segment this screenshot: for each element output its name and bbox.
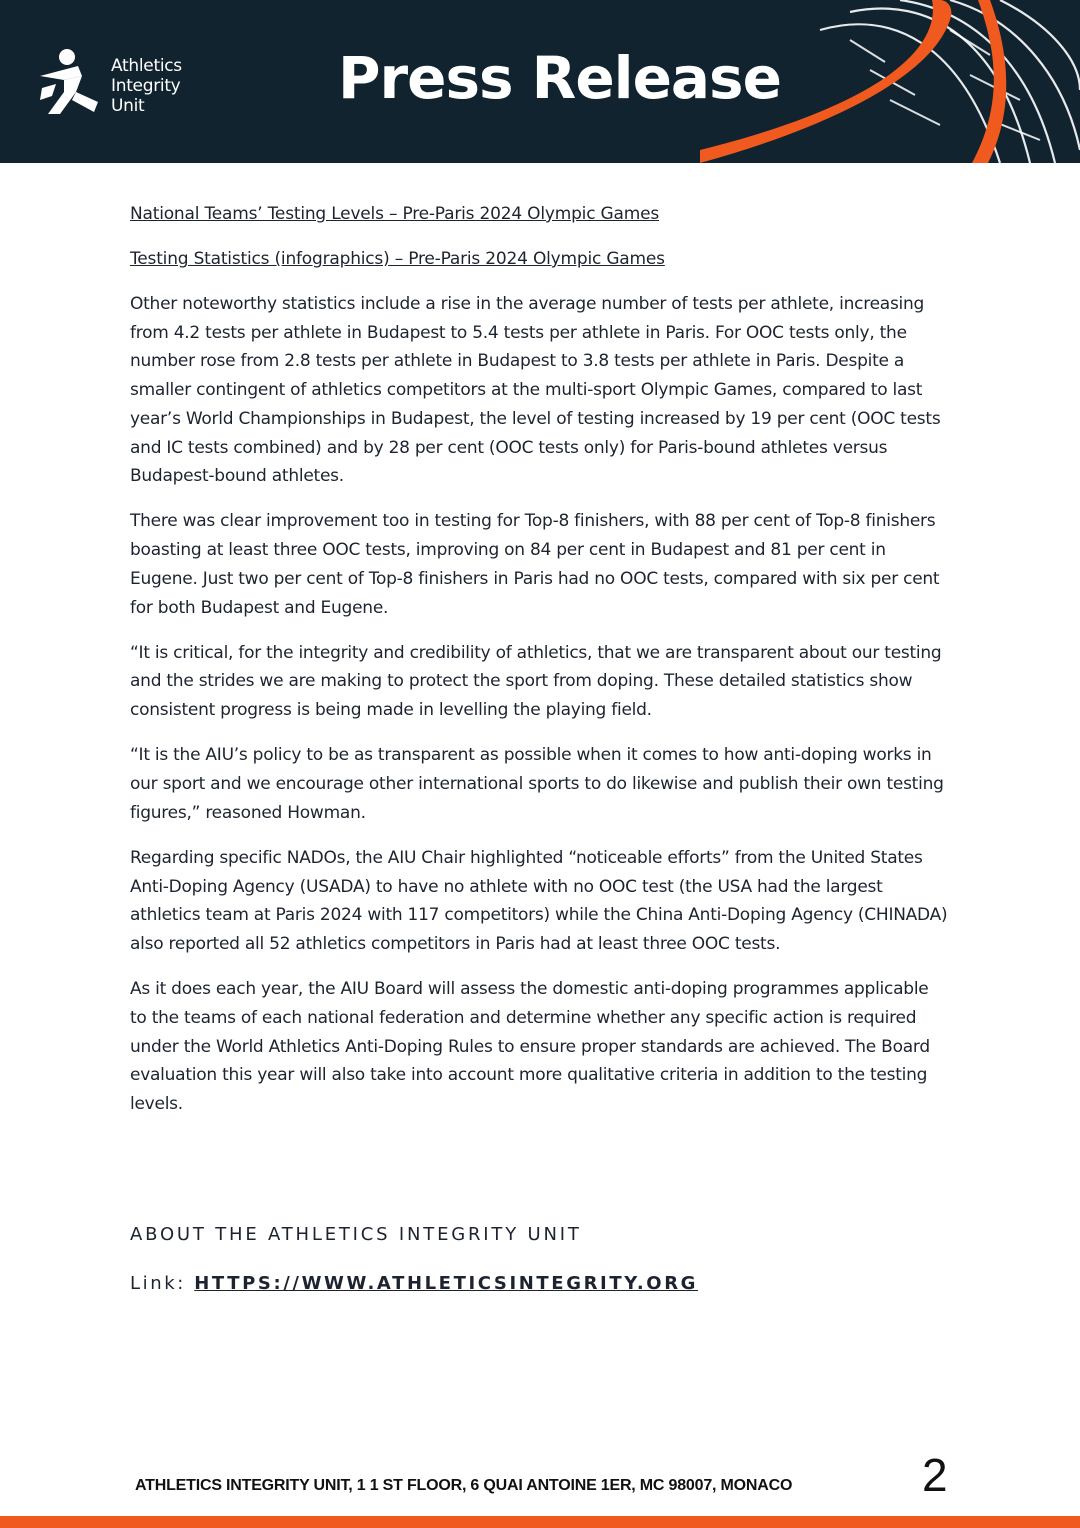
paragraph: Regarding specific NADOs, the AIU Chair highlighted “noticeable efforts” from the United States Anti-Doping Agency (USADA) to have no athlete with no OOC test (the USA had the largest athletics team at Paris 2024 with 117 competitors) while the China Anti-Doping Agency (CHINADA) also reported all 52 athletics competitors in Paris had at least three OOC tests. (130, 847, 948, 955)
page-number: 2 (922, 1449, 948, 1501)
website-link[interactable]: HTTPS://WWW.ATHLETICSINTEGRITY.ORG (194, 1273, 699, 1294)
paragraph: There was clear improvement too in testing for Top-8 finishers, with 88 per cent of Top-8 finishers boasting at least three OOC tests, improving on 84 per cent in Budapest and 81 per cent in Eugene. Just two per cent of Top-8 finishers in Paris had no OOC tests, compared with six per cent for both Budapest and Eugene. (130, 511, 940, 618)
link-testing-statistics-infographics[interactable]: Testing Statistics (infographics) – Pre-Paris 2024 Olympic Games (130, 249, 665, 269)
article-body (130, 200, 950, 1135)
logo-line: Unit (111, 96, 145, 116)
footer-accent-bar (0, 1516, 1080, 1528)
footer-address: ATHLETICS INTEGRITY UNIT, 1 1 ST FLOOR, 6 QUAI ANTOINE 1ER, MC 98007, MONACO (135, 1477, 793, 1494)
page-title: Press Release (338, 44, 781, 112)
runner-logo-icon (38, 48, 102, 114)
paragraph: “It is critical, for the integrity and credibility of athletics, that we are transparent about our testing and the strides we are making to protect the sport from doping. These detailed statistics show consistent progress is being made in levelling the playing field. (130, 642, 942, 721)
paragraph: As it does each year, the AIU Board will assess the domestic anti-doping programmes applicable to the teams of each national federation and determine whether any specific action is required under the World Athletics Anti-Doping Rules to ensure proper standards are achieved. The Board evaluation this year will also take into account more qualitative criteria in addition to the testing levels. (130, 979, 930, 1115)
about-heading: ABOUT THE ATHLETICS INTEGRITY UNIT (130, 1224, 582, 1245)
running-track-graphic (700, 0, 1080, 163)
aiu-logo[interactable] (38, 48, 208, 118)
logo-line: Integrity (111, 76, 181, 96)
link-national-teams-testing-levels[interactable]: National Teams’ Testing Levels – Pre-Paris 2024 Olympic Games (130, 204, 660, 224)
about-link-row (130, 1273, 698, 1294)
logo-wordmark (111, 56, 182, 116)
paragraph: “It is the AIU’s policy to be as transparent as possible when it comes to how anti-doping works in our sport and we encourage other international sports to do likewise and publish their own testing figures,” reasoned Howman. (130, 745, 944, 823)
paragraph: Other noteworthy statistics include a rise in the average number of tests per athlete, increasing from 4.2 tests per athlete in Budapest to 5.4 tests per athlete in Paris. For OOC tests only, the number rose from 2.8 tests per athlete in Budapest to 3.8 tests per athlete in Paris. Despite a smaller contingent of athletics competitors at the multi-sport Olympic Games, compared to last year’s World Championships in Budapest, the level of testing increased by 19 per cent (OOC tests and IC tests combined) and by 28 per cent (OOC tests only) for Paris-bound athletes versus Budapest-bound athletes. (130, 294, 941, 487)
link-label: Link: (130, 1273, 186, 1294)
header-banner (0, 0, 1080, 163)
logo-line: Athletics (111, 56, 182, 76)
